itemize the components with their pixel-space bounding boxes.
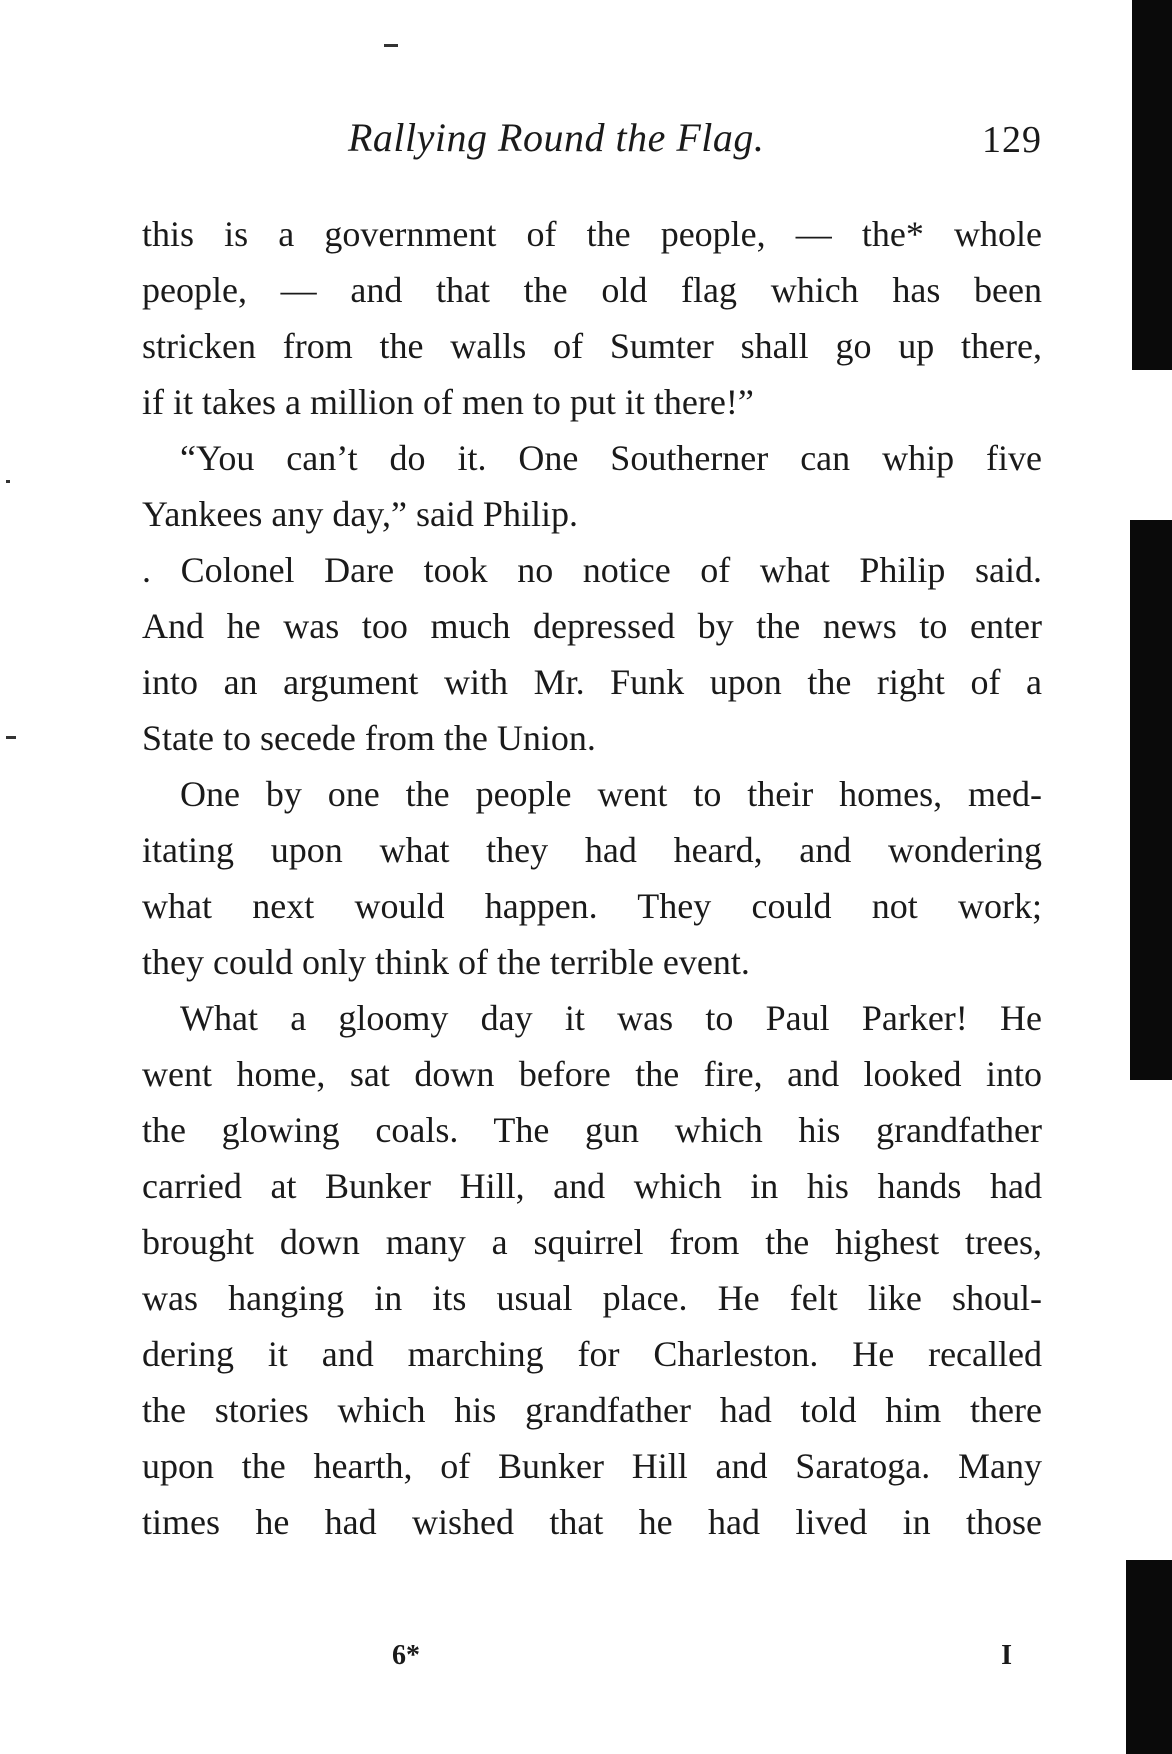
text-line: carried at Bunker Hill, and which in his hands had (142, 1166, 1042, 1206)
scan-mark (384, 44, 398, 47)
text-line: people, — and that the old flag which has been (142, 270, 1042, 310)
text-line: State to secede from the Union. (142, 718, 596, 758)
text-line: this is a government of the people, — the* whole (142, 214, 1042, 254)
text-line: upon the hearth, of Bunker Hill and Saratoga. Many (142, 1446, 1042, 1486)
page-footer (142, 1640, 1042, 1690)
text-line: dering it and marching for Charleston. He recalled (142, 1334, 1042, 1374)
text-line: And he was too much depressed by the news to enter (142, 606, 1042, 646)
text-line: they could only think of the terrible event. (142, 942, 750, 982)
text-line: the glowing coals. The gun which his grandfather (142, 1110, 1042, 1150)
text-line: times he had wished that he had lived in those (142, 1502, 1042, 1542)
page-number: 129 (982, 119, 1042, 161)
text-line: stricken from the walls of Sumter shall go up there, (142, 326, 1042, 366)
text-line: brought down many a squirrel from the highest trees, (142, 1222, 1042, 1262)
text-line: . Colonel Dare took no notice of what Philip said. (142, 550, 1042, 590)
scan-edge-shadow (1126, 1560, 1172, 1754)
signature-mark: 6* (392, 1640, 420, 1671)
text-line: into an argument with Mr. Funk upon the right of a (142, 662, 1042, 702)
text-line: What a gloomy day it was to Paul Parker! He (180, 998, 1042, 1038)
text-line: went home, sat down before the fire, and looked into (142, 1054, 1042, 1094)
scan-mark (6, 480, 10, 483)
text-line: Yankees any day,” said Philip. (142, 494, 578, 534)
footer-mark: I (1001, 1640, 1012, 1671)
text-line: itating upon what they had heard, and wondering (142, 830, 1042, 870)
scan-edge-shadow (1132, 0, 1172, 370)
running-title: Rallying Round the Flag. (348, 115, 765, 160)
page-header (142, 112, 1042, 172)
text-line: One by one the people went to their homes, med- (180, 774, 1042, 814)
text-line: if it takes a million of men to put it there!” (142, 382, 754, 422)
text-line: the stories which his grandfather had told him there (142, 1390, 1042, 1430)
body-text (142, 206, 1042, 1550)
text-line: was hanging in its usual place. He felt like shoul- (142, 1278, 1042, 1318)
text-line: what next would happen. They could not work; (142, 886, 1042, 926)
text-line: “You can’t do it. One Southerner can whip five (180, 438, 1042, 478)
scan-mark (6, 736, 16, 739)
scan-edge-shadow (1130, 520, 1172, 1080)
